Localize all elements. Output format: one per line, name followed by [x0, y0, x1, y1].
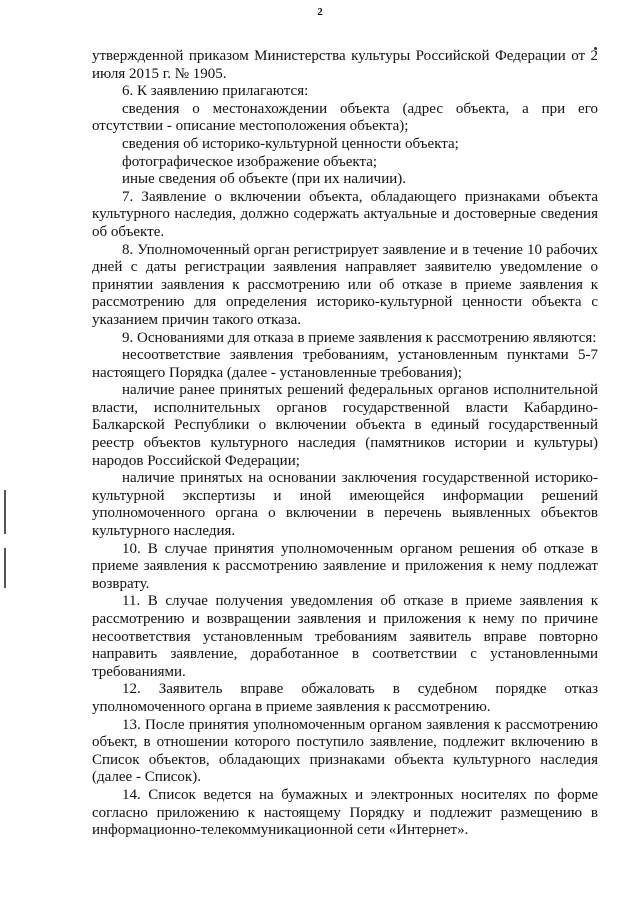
paragraph-sub-location: сведения о местонахождении объекта (адрес объекта, а при его отсутствии - описание местоположения объекта);: [92, 100, 598, 135]
paragraph-item-12: 12. Заявитель вправе обжаловать в судебном порядке отказ уполномоченного органа в приеме заявления к рассмотрению.: [92, 681, 598, 715]
paragraph-item-6: 6. К заявлению прилагаются:: [122, 83, 309, 100]
paragraph-item-8: 8. Уполномоченный орган регистрирует заявление и в течение 10 рабочих дней с даты регистрации заявления направляет заявителю уведомление о принятии заявления к рассмотрению или об отказе в приеме заявления к рассмотрению для определения историко-культурной ценности объекта с указанием причин такого отказа.: [92, 241, 598, 328]
paragraph-continuation: утвержденной приказом Министерства культуры Российской Федерации от 2 июля 2015 г. № 1905.: [92, 48, 598, 82]
paragraph-sub-prior-decisions: наличие ранее принятых решений федеральных органов исполнительной власти, исполнительных органов государственной власти Кабардино-Балкарской Республики о включении объекта в единый государственный реестр объектов культурного наследия (памятников истории и культуры) народов Российской Федерации;: [92, 382, 598, 469]
document-body: [92, 48, 598, 840]
paragraph-item-14: 14. Список ведется на бумажных и электронных носителях по форме согласно приложению к настоящему Порядку и подлежит размещению в информационно-телекоммуникационной сети «Интернет».: [92, 786, 598, 839]
scan-edge-mark: [4, 548, 6, 588]
paragraph-item-7: 7. Заявление о включении объекта, обладающего признаками объекта культурного наследия, должно содержать актуальные и достоверные сведения об объекте.: [92, 188, 598, 240]
paragraph-item-13: 13. После принятия уполномоченным органом заявления к рассмотрению объект, в отношении которого поступило заявление, подлежит включению в Список объектов, обладающих признаками объекта культурного наследия (далее - Список).: [92, 716, 598, 786]
paragraph-item-10: 10. В случае принятия уполномоченным органом решения об отказе в приеме заявления к рассмотрению заявление и приложения к нему подлежат возврату.: [92, 540, 598, 592]
paragraph-sub-photo: фотографическое изображение объекта;: [122, 153, 378, 170]
page-number: 2: [317, 6, 323, 18]
scan-edge-mark: [4, 490, 6, 534]
paragraph-sub-expertise: наличие принятых на основании заключения государственной историко-культурной экспертизы и иной имеющейся информации решений уполномоченного органа о включении в перечень выявленных объектов культурного наследия.: [92, 470, 598, 540]
paragraph-sub-other: иные сведения об объекте (при их наличии).: [122, 171, 407, 188]
paragraph-sub-mismatch: несоответствие заявления требованиям, установленным пунктами 5-7 настоящего Порядка (далее - установленные требования);: [92, 347, 598, 381]
paragraph-sub-value: сведения об историко-культурной ценности объекта;: [122, 135, 459, 152]
paragraph-item-11: 11. В случае получения уведомления об отказе в приеме заявления к рассмотрению и возвращении заявления и приложения к нему по причине несоответствия установленным требованиям заявитель вправе повторно направить заявление, доработанное в соответствии с установленными требованиями.: [92, 593, 598, 680]
paragraph-item-9: 9. Основаниями для отказа в приеме заявления к рассмотрению являются:: [122, 329, 597, 346]
